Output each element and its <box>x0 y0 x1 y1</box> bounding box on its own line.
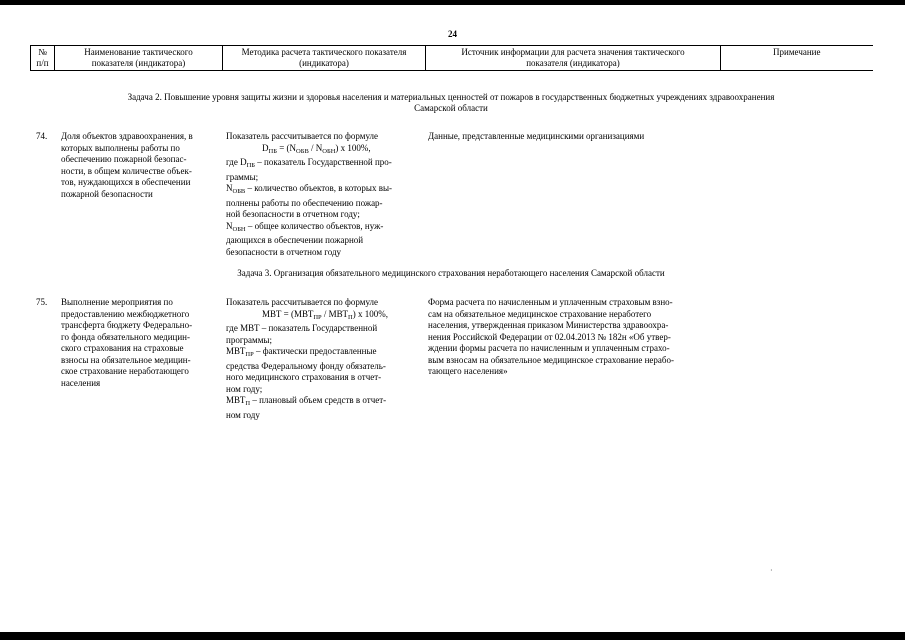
scan-artifact: · <box>770 566 773 575</box>
calculation-method: Показатель рассчитывается по формуле МВТ = $(МВТ_{ПР} / МВТ_П)$ x 100%, где МВТ – показатель Государственной программы; $МВТ_{ПР}$ – фактически предоставленные средства Федеральному фонду обязатель- ного медицинского страхования в отчет- ном году; $МВТ_П$ – плановый объем средств в отчет- ном году <box>226 297 420 421</box>
information-source: Форма расчета по начисленным и уплаченным страховым взно- сам на обязательное медицинское страхование неработего населения, утвержденная приказом Министерства здравоохра- нения Российской Федерации от 02.04.2013 № 182н «Об утвер- ждении формы расчета по начисленным и уплаченным страхо- вым взносам на обязательное медицинское страхование нерабо- тающего населения» <box>428 297 674 376</box>
formula: $D_{ПБ} = (N_{ОБВ} / N_{ОБН})$ x 100%, <box>262 142 371 155</box>
header-name-cell: Наименование тактического показателя (индикатора) <box>55 46 223 71</box>
formula: МВТ = $(МВТ_{ПР} / МВТ_П)$ x 100%, <box>262 308 388 321</box>
definition: $N_{ОБН}$ – общее количество объектов, нуж- <box>226 220 384 233</box>
top-border <box>0 0 905 5</box>
header-num-cell: № п/п <box>31 46 55 71</box>
definition: $N_{ОБВ}$ – количество объектов, в которых вы- <box>226 183 393 195</box>
calculation-method: Показатель рассчитывается по формуле $D_{ПБ} = (N_{ОБВ} / N_{ОБН})$ x 100%, где $D_{ПБ}$ – показатель Государственной про- граммы; $N_{ОБВ}$ – количество объектов, в которых вы- полнены работы по обеспечению пожар- ной безопасности в отчетном году; $N_{ОБН}$ – общее количество объектов, нуж- дающихся в обеспечении пожарной безопасности в отчетном году <box>226 131 420 258</box>
task-3-heading: Задача 3. Организация обязательного медицинского страхования неработающего населения Самарской области <box>237 268 665 278</box>
definition: $МВТ_П$ – плановый объем средств в отчет- <box>226 395 387 407</box>
bottom-border <box>0 632 905 640</box>
indicator-name: Выполнение мероприятия по предоставлению межбюджетного трансферта бюджету Федерально- го фонда обязательного медицин- ского страхования на страховые взносы на обязательное медицин- ское страхование неработающего населения <box>61 297 193 388</box>
header-source-cell: Источник информации для расчета значения тактического показателя (индикатора) <box>426 46 721 71</box>
header-note-cell: Примечание <box>721 46 873 71</box>
indicator-name: Доля объектов здравоохранения, в которых выполнены работы по обеспечению пожарной безопас- ности, в общем количестве объек- тов, нуждающихся в обеспечении пожарной безопасности <box>61 131 193 199</box>
row-number: 75. <box>36 297 48 307</box>
page-number: 24 <box>448 29 457 39</box>
header-table <box>30 45 873 71</box>
information-source: Данные, представленные медицинскими организациями <box>428 131 645 141</box>
definition: где $D_{ПБ}$ – показатель Государственной про- <box>226 157 392 169</box>
row-number: 74. <box>36 131 48 141</box>
task-2-heading: Задача 2. Повышение уровня защиты жизни и здоровья населения и материальных ценностей от пожаров в государственных бюджетных учреждениях здравоохранения Самарской области <box>127 92 775 113</box>
header-method-cell: Методика расчета тактического показателя (индикатора) <box>223 46 426 71</box>
definition: $МВТ_{ПР}$ – фактически предоставленные <box>226 346 377 358</box>
